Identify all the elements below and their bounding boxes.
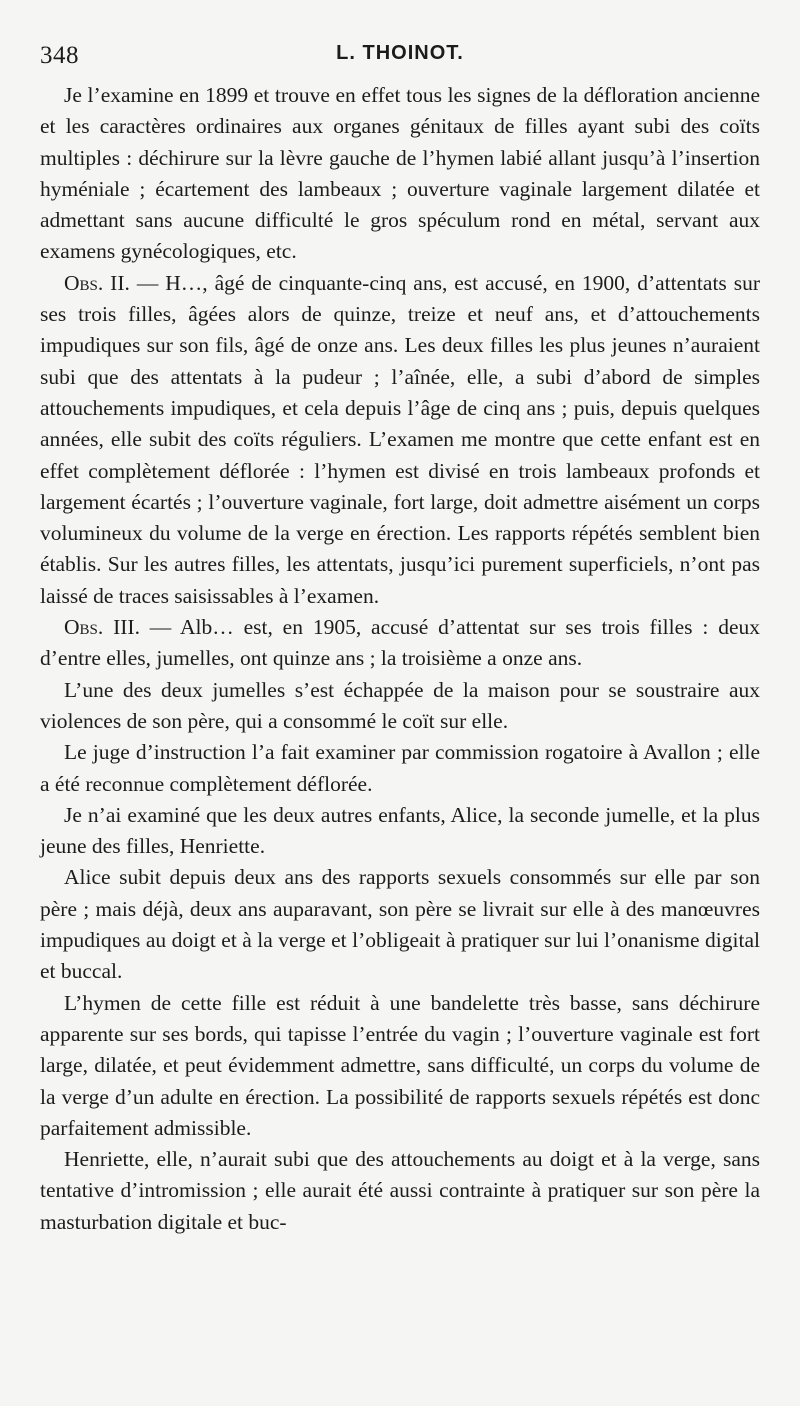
paragraph-8 bbox=[40, 988, 760, 1144]
paragraph-1 bbox=[40, 80, 760, 268]
page-number: 348 bbox=[40, 42, 79, 69]
paragraph-9 bbox=[40, 1144, 760, 1238]
paragraph-1-text: Je l’examine en 1899 et trouve en effet tous les signes de la défloration ancienne et les caractères ordinaires aux organes génitaux de filles ayant subi des coïts multiples : déchirure sur la lèvre gauche de l’hymen labié allant jusqu’à l’insertion hyméniale ; écartement des lambeaux ; ouverture vaginale largement dilatée et admettant sans aucune difficulté le gros spéculum rond en métal, servant aux examens gynécologiques, etc. bbox=[40, 83, 760, 264]
paragraph-6 bbox=[40, 800, 760, 863]
paragraph-9-text: Henriette, elle, n’aurait subi que des attouchements au doigt et à la verge, sans tentative d’intromission ; elle aurait été aussi contrainte à pratiquer sur son père la masturbation digitale et buc- bbox=[40, 1147, 760, 1234]
observation-label: Obs. III. bbox=[64, 615, 140, 640]
paragraph-7 bbox=[40, 862, 760, 987]
paragraph-4-text: L’une des deux jumelles s’est échappée de la maison pour se soustraire aux violences de son père, qui a consommé le coït sur elle. bbox=[40, 677, 760, 733]
paragraph-7-text: Alice subit depuis deux ans des rapports sexuels consommés sur elle par son père ; mais déjà, deux ans auparavant, son père se livrait sur elle à des manœuvres impudiques au doigt et à la verge et l’obligeait à pratiquer sur lui l’onanisme digital et buccal. bbox=[40, 865, 760, 984]
running-head bbox=[40, 36, 760, 76]
observation-label: Obs. II. bbox=[64, 270, 130, 295]
paragraph-6-text: Je n’ai examiné que les deux autres enfants, Alice, la seconde jumelle, et la plus jeune des filles, Henriette. bbox=[40, 802, 760, 859]
paragraph-obs-2-text: — H…, âgé de cinquante-cinq ans, est accusé, en 1900, d’attentats sur ses trois filles, âgées alors de quinze, treize et neuf ans, et d’attouchements impudiques sur son fils, âgé de onze ans. Les deux filles les plus jeunes n’auraient subi que des attentats à la pudeur ; l’aînée, elle, a subi d’abord de simples attouchements impudiques, et cela depuis l’âge de cinq ans ; puis, depuis quelques années, elle subit des coïts réguliers. L’examen me montre que cette enfant est en effet complètement déflorée : l’hymen est divisé en trois lambeaux profonds et largement écartés ; l’ouverture vaginale, fort large, doit admettre aisément un corps volumineux du volume de la verge en érection. Les rapports répétés semblent bien établis. Sur les autres filles, les attentats, jusqu’ici purement superficiels, n’ont pas laissé de traces saisissables à l’examen. bbox=[40, 270, 760, 608]
running-title: L. THOINOT. bbox=[336, 42, 464, 64]
paragraph-obs-3-text: — Alb… est, en 1905, accusé d’attentat sur ses trois filles : deux d’entre elles, jumelles, ont quinze ans ; la troisième a onze ans. bbox=[40, 615, 760, 671]
paragraph-5 bbox=[40, 737, 760, 800]
paragraph-8-text: L’hymen de cette fille est réduit à une bandelette très basse, sans déchirure apparente sur ses bords, qui tapisse l’entrée du vagin ; l’ouverture vaginale est fort large, dilatée, et peut évidemment admettre, sans difficulté, un corps du volume de la verge d’un adulte en érection. La possibilité de rapports sexuels répétés est donc parfaitement admissible. bbox=[40, 990, 760, 1140]
paragraph-4 bbox=[40, 675, 760, 738]
paragraph-obs-2 bbox=[40, 268, 760, 612]
body-text bbox=[40, 80, 760, 1238]
paragraph-5-text: Le juge d’instruction l’a fait examiner par commission rogatoire à Avallon ; elle a été reconnue complètement déflorée. bbox=[40, 740, 760, 796]
paragraph-obs-3 bbox=[40, 612, 760, 675]
